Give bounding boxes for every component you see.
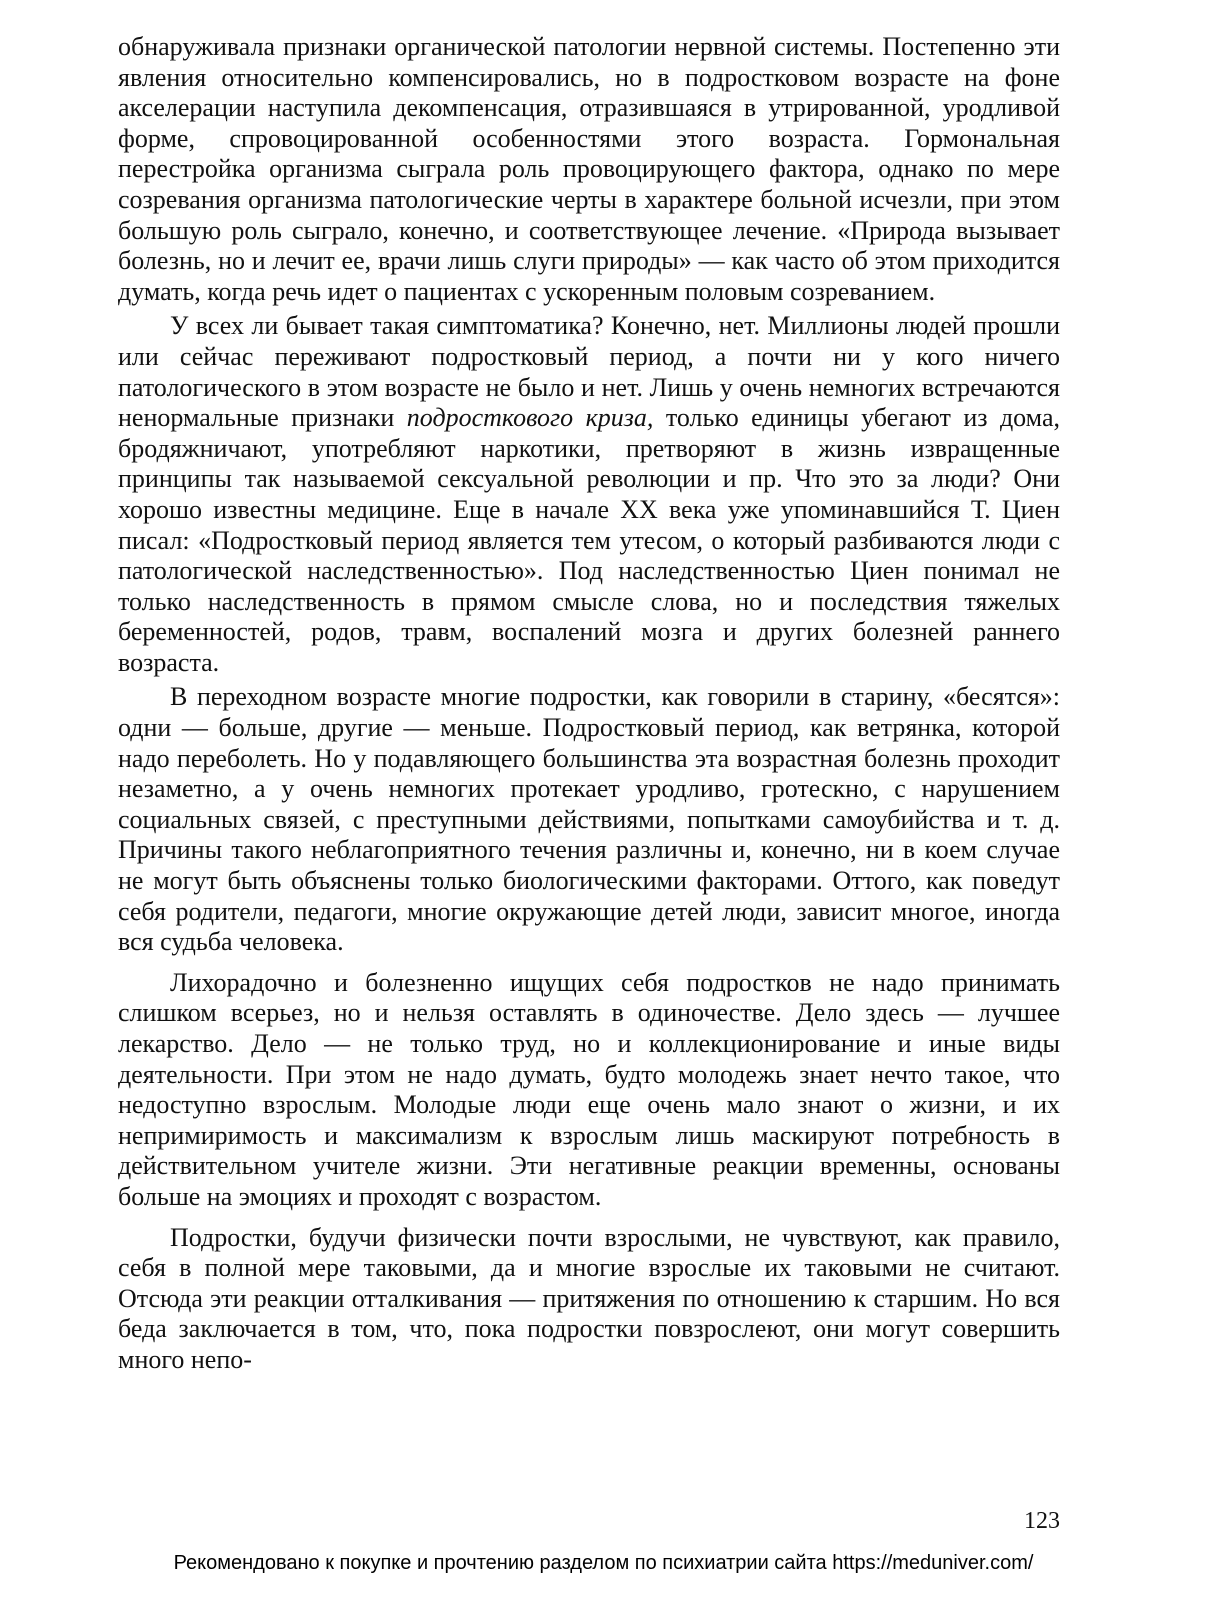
- body-text: [118, 32, 1060, 1376]
- paragraph-1: [118, 32, 1060, 307]
- paragraph-2: [118, 311, 1060, 678]
- footer-recommendation: Рекомендовано к покупке и прочтению разделом по психиатрии сайта https://meduniver.com/: [173, 1552, 1034, 1574]
- paragraph-5-text: Подростки, будучи физически почти взрослыми, не чувствуют, как правило, себя в полной мере таковыми, да и многие взрослые их таковыми не считают. Отсюда эти реакции отталкивания — притяжения по отношению к старшим. Но вся беда заключается в том, что, пока подростки повзрослеют, они могут совершить много непо-: [118, 1222, 1060, 1374]
- paragraph-2-text-end: только единицы убегают из дома, бродяжничают, употребляют наркотики, претворяют в жизнь извращенные принципы так называемой сексуальной революции и пр. Что это за люди? Они хорошо известны медицине. Еще в начале XX века уже упоминавшийся Т. Циен писал: «Подростковый период является тем утесом, о который разбиваются люди с патологической наследственностью». Под наследственностью Циен понимал не только наследственность в прямом смысле слова, но и последствия тяжелых беременностей, родов, травм, воспалений мозга и других болезней раннего возраста.: [118, 403, 1060, 677]
- paragraph-4-text: Лихорадочно и болезненно ищущих себя подростков не надо принимать слишком всерьез, но и нельзя оставлять в одиночестве. Дело здесь — лучшее лекарство. Дело — не только труд, но и коллекционирование и иные виды деятельности. При этом не надо думать, будто молодежь знает нечто такое, что недоступно взрослым. Молодые люди еще очень мало знают о жизни, и их непримиримость и максимализм к взрослым лишь маскируют потребность в действительном учителе жизни. Эти негативные реакции временны, основаны больше на эмоциях и проходят с возрастом.: [118, 967, 1060, 1211]
- paragraph-5: [118, 1223, 1060, 1376]
- paragraph-3-text: В переходном возрасте многие подростки, как говорили в старину, «бесятся»: одни — больше, другие — меньше. Подростковый период, как ветрянка, которой надо переболеть. Но у подавляющего большинства эта возрастная болезнь проходит незаметно, а у очень немногих протекает уродливо, гротескно, с нарушением социальных связей, с преступными действиями, попытками самоубийства и т. д. Причины такого неблагоприятного течения различны и, конечно, ни в коем случае не могут быть объяснены только биологическими факторами. Оттого, как поведут себя родители, педагоги, многие окружающие детей люди, зависит многое, иногда вся судьба человека.: [118, 682, 1060, 957]
- page-number: 123: [1024, 1508, 1060, 1534]
- paragraph-2-text-start: У всех ли бывает такая симптоматика? Конечно, нет. Миллионы людей прошли или сейчас переживают подростковый период, а почти ни у кого ничего патологического в этом возрасте не было и нет. Лишь у очень немногих встречаются ненормальные признаки: [118, 311, 1060, 433]
- paragraph-2-italic-term: подросткового криза,: [406, 403, 654, 433]
- paragraph-1-text: обнаруживала признаки органической патологии нервной системы. Постепенно эти явления относительно компенсировались, но в подростковом возрасте на фоне акселерации наступила декомпенсация, отразившаяся в утрированной, уродливой форме, спровоцированной особенностями этого возраста. Гормональная перестройка организма сыграла роль провоцирующего фактора, однако по мере созревания организма патологические черты в характере больной исчезли, при этом большую роль сыграло, конечно, и соответствующее лечение. «Природа вызывает болезнь, но и лечит ее, врачи лишь слуги природы» — как часто об этом приходится думать, когда речь идет о пациентах с ускоренным половым созреванием.: [118, 32, 1060, 306]
- paragraph-4: [118, 968, 1060, 1213]
- paragraph-3: [118, 682, 1060, 957]
